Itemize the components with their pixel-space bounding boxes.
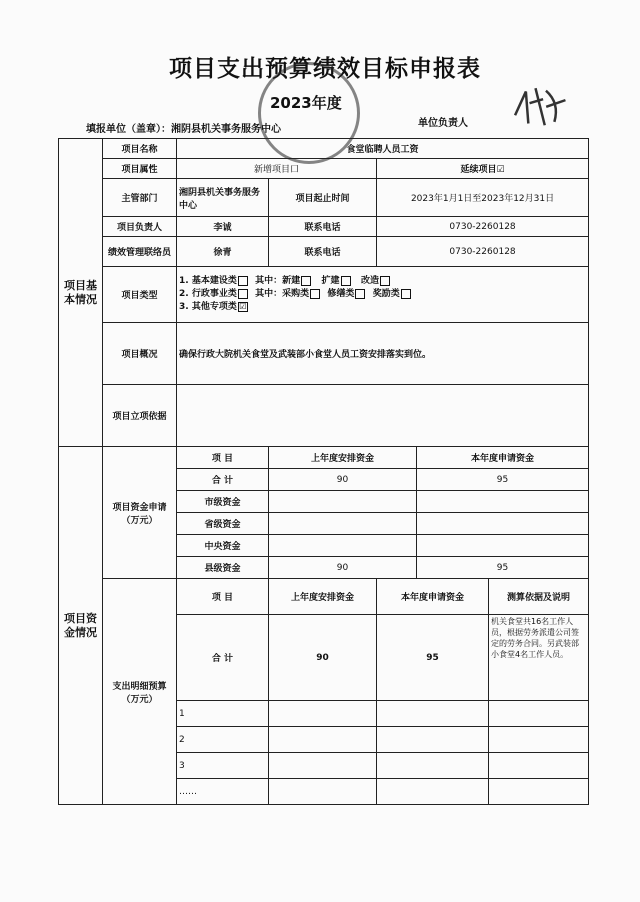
responsible-sign-label: 单位负责人 — [418, 118, 468, 129]
col-this: 本年度申请资金 — [417, 447, 589, 469]
d-row-last — [269, 727, 377, 753]
checkbox-icon — [238, 289, 248, 299]
attr-label: 项目属性 — [103, 159, 177, 179]
d-total-last: 90 — [269, 615, 377, 701]
year-label: 2023年度 — [270, 94, 342, 112]
d-total-this: 95 — [377, 615, 489, 701]
signature — [505, 78, 571, 134]
budget-form-table — [58, 138, 589, 805]
fund-row-this — [417, 535, 589, 557]
phone-value: 0730-2260128 — [377, 217, 589, 237]
d-total-name: 合 计 — [177, 615, 269, 701]
dept-value: 湘阴县机关事务服务中心 — [177, 179, 269, 217]
fund-row-last — [269, 491, 417, 513]
d-col-note: 测算依据及说明 — [489, 579, 589, 615]
section-basic: 项目基本情况 — [59, 139, 103, 447]
attr-value-continue: 延续项目☑ — [377, 159, 589, 179]
d-row-note — [489, 727, 589, 753]
perf-label: 绩效管理联络员 — [103, 237, 177, 267]
overview-label: 项目概况 — [103, 323, 177, 385]
fund-row-name: 市级资金 — [177, 491, 269, 513]
detail-label: 支出明细预算（万元） — [103, 579, 177, 805]
checkbox-icon — [301, 276, 311, 286]
d-row-this — [377, 753, 489, 779]
phone-label: 联系电话 — [269, 217, 377, 237]
fund-row-name: 省级资金 — [177, 513, 269, 535]
fund-row-this: 95 — [417, 469, 589, 491]
d-row-last — [269, 779, 377, 805]
fund-row-name: 中央资金 — [177, 535, 269, 557]
checked-checkbox-icon: ☑ — [239, 301, 247, 311]
overview-value: 确保行政大院机关食堂及武装部小食堂人员工资安排落实到位。 — [177, 323, 589, 385]
checkbox-icon — [341, 276, 351, 286]
name-value: 食堂临聘人员工资 — [177, 139, 589, 159]
fund-row-last: 90 — [269, 557, 417, 579]
d-col-item: 项 目 — [177, 579, 269, 615]
apply-label: 项目资金申请（万元） — [103, 447, 177, 579]
name-label: 项目名称 — [103, 139, 177, 159]
page-title: 项目支出预算绩效目标申报表 — [169, 55, 481, 82]
phone2-label: 联系电话 — [269, 237, 377, 267]
checkbox-icon — [310, 289, 320, 299]
d-row-last — [269, 701, 377, 727]
fund-row-this — [417, 491, 589, 513]
fund-row-last — [269, 535, 417, 557]
checkbox-icon — [380, 276, 390, 286]
fund-row-this: 95 — [417, 557, 589, 579]
type-label: 项目类型 — [103, 267, 177, 323]
section-funds: 项目资金情况 — [59, 447, 103, 805]
leader-label: 项目负责人 — [103, 217, 177, 237]
col-last: 上年度安排资金 — [269, 447, 417, 469]
basis-label: 项目立项依据 — [103, 385, 177, 447]
d-row-this — [377, 727, 489, 753]
d-row-this — [377, 701, 489, 727]
fund-row-name: 县级资金 — [177, 557, 269, 579]
d-row-note — [489, 779, 589, 805]
fund-row-last: 90 — [269, 469, 417, 491]
leader-value: 李诚 — [177, 217, 269, 237]
fund-row-last — [269, 513, 417, 535]
basis-value — [177, 385, 589, 447]
d-row-this — [377, 779, 489, 805]
d-col-this: 本年度申请资金 — [377, 579, 489, 615]
period-label: 项目起止时间 — [269, 179, 377, 217]
checkbox-icon — [401, 289, 411, 299]
phone2-value: 0730-2260128 — [377, 237, 589, 267]
checkbox-icon — [355, 289, 365, 299]
d-row-index: 1 — [177, 701, 269, 727]
checkbox-icon — [238, 276, 248, 286]
col-item: 项 目 — [177, 447, 269, 469]
period-value: 2023年1月1日至2023年12月31日 — [377, 179, 589, 217]
fund-row-this — [417, 513, 589, 535]
d-row-note — [489, 701, 589, 727]
d-total-note: 机关食堂共16名工作人员，根据劳务派遣公司签定的劳务合同。另武装部小食堂4名工作人员。 — [489, 615, 589, 701]
d-row-index: 3 — [177, 753, 269, 779]
d-row-index: 2 — [177, 727, 269, 753]
d-row-index: …… — [177, 779, 269, 805]
attr-value-new: 新增项目口 — [177, 159, 377, 179]
fund-row-name: 合 计 — [177, 469, 269, 491]
dept-label: 主管部门 — [103, 179, 177, 217]
d-row-note — [489, 753, 589, 779]
perf-value: 徐青 — [177, 237, 269, 267]
type-options: 1. 基本建设类 其中：新建 扩建 改造 2. 行政事业类 其中：采购类 修缮类 奖励类 3. 其他专项类 ☑ — [177, 267, 589, 323]
d-col-last: 上年度安排资金 — [269, 579, 377, 615]
d-row-last — [269, 753, 377, 779]
reporting-unit: 填报单位（盖章）：湘阴县机关事务服务中心 — [86, 124, 281, 135]
